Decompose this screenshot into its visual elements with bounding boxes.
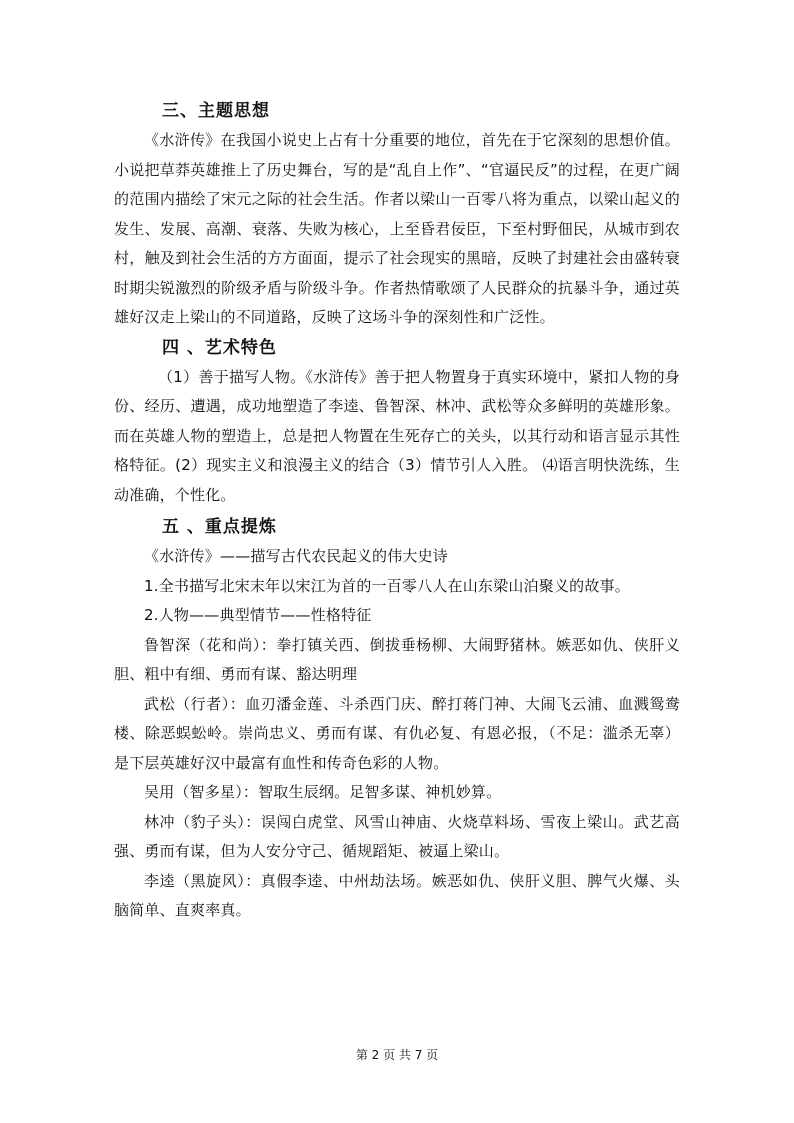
section-heading-theme: 三、主题思想	[162, 101, 270, 121]
character-entry: 武松（行者）：血刃潘金莲、斗杀西门庆、醉打蒋门神、大闹飞云浦、血溅鸳鸯楼、除恶蜈蚣岭。崇尚忠义、勇而有谋、有仇必复、有恩必报，（不足：滥杀无辜）是下层英雄好汉中最富有血性和传奇色彩的人物。	[114, 694, 680, 772]
character-entry: 吴用（智多星）：智取生辰纲。足智多谋、神机妙算。	[144, 783, 502, 801]
page-footer: 第 2 页 共 7 页	[355, 1048, 439, 1062]
character-entry: 鲁智深（花和尚）：拳打镇关西、倒拔垂杨柳、大闹野猪林。嫉恶如仇、侠肝义胆、粗中有细、勇而有谋、豁达明理	[114, 635, 680, 683]
section-heading-art: 四 、艺术特色	[162, 337, 277, 358]
character-entry: 李逵（黑旋风）：真假李逵、中州劫法场。嫉恶如仇、侠肝义胆、脾气火爆、头脑简单、直爽率真。	[114, 871, 680, 919]
key-point-line: 《水浒传》——描写古代农民起义的伟大史诗	[144, 547, 449, 565]
key-point-line: 1.全书描写北宋末年以宋江为首的一百零八人在山东梁山泊聚义的故事。	[144, 576, 630, 595]
art-paragraph: （1）善于描写人物。《水浒传》善于把人物置身于真实环境中，紧扣人物的身份、经历、遭遇，成功地塑造了李逵、鲁智深、林冲、武松等众多鲜明的英雄形象。而在英雄人物的塑造上，总是把人物置在生死存亡的关头，以其行动和语言显示其性格特征。(2）现实主义和浪漫主义的结合（3）情节引人入胜。 ⑷语言明快洗练，生动准确，个性化。	[114, 367, 680, 504]
section-heading-key-points: 五 、重点提炼	[162, 517, 277, 537]
page-content	[114, 98, 680, 926]
theme-paragraph: 《水浒传》在我国小说史上占有十分重要的地位，首先在于它深刻的思想价值。小说把草莽英雄推上了历史舞台，写的是“乱自上作”、“官逼民反”的过程，在更广阔的范围内描绘了宋元之际的社会生活。作者以梁山一百零八将为重点，以梁山起义的发生、发展、高潮、衰落、失败为核心，上至昏君佞臣，下至村野佃民，从城市到农村，触及到社会生活的方方面面，提示了社会现实的黑暗，反映了封建社会由盛转衰时期尖锐激烈的阶级矛盾与阶级斗争。作者热情歌颂了人民群众的抗暴斗争，通过英雄好汉走上梁山的不同道路，反映了这场斗争的深刻性和广泛性。	[114, 131, 680, 326]
character-entry: 林冲（豹子头）：误闯白虎堂、风雪山神庙、火烧草料场、雪夜上梁山。武艺高强、勇而有谋，但为人安分守己、循规蹈矩、被逼上梁山。	[114, 812, 680, 860]
key-point-line: 2.人物——典型情节——性格特征	[144, 606, 372, 624]
